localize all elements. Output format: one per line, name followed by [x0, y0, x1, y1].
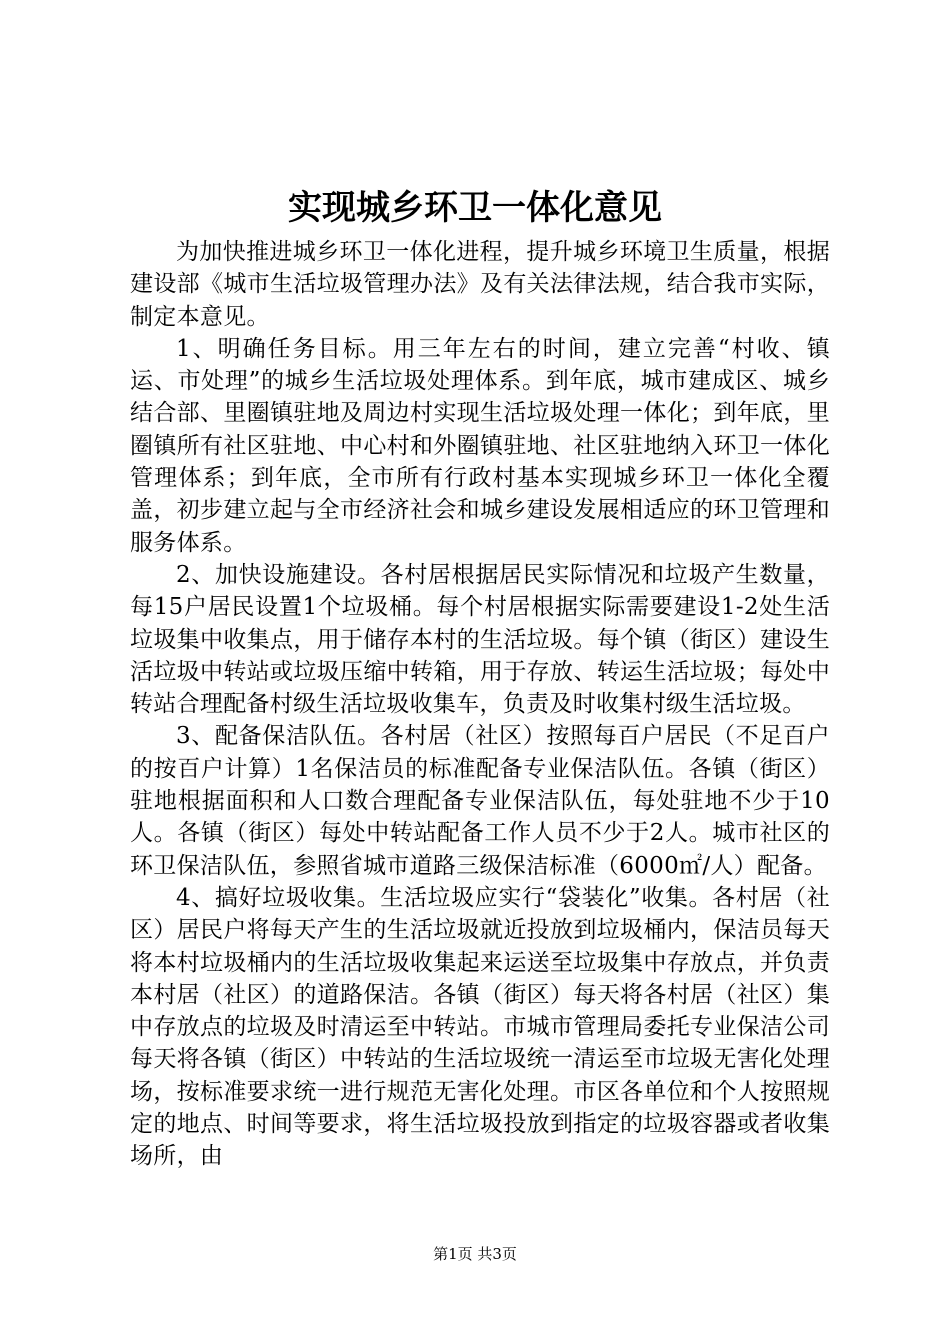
page-footer: 第1页 共3页 [433, 1245, 517, 1263]
paragraph-task-goals: 1、明确任务目标。用三年左右的时间，建立完善“村收、镇运、市处理”的城乡生活垃圾处理体系。到年底，城市建成区、城乡结合部、里圈镇驻地及周边村实现生活垃圾处理一体化；到年底，里圈镇所有社区驻地、中心村和外圈镇驻地、社区驻地纳入环卫一体化管理体系；到年底，全市所有行政村基本实现城乡环卫一体化全覆盖，初步建立起与全市经济社会和城乡建设发展相适应的环卫管理和服务体系。 [130, 335, 830, 556]
paragraph-garbage-collection: 4、搞好垃圾收集。生活垃圾应实行“袋装化”收集。各村居（社区）居民户将每天产生的生活垃圾就近投放到垃圾桶内，保洁员每天将本村垃圾桶内的生活垃圾收集起来运送至垃圾集中存放点，并负责本村居（社区）的道路保洁。各镇（街区）每天将各村居（社区）集中存放点的垃圾及时清运至中转站。市城市管理局委托专业保洁公司每天将各镇（街区）中转站的生活垃圾统一清运至市垃圾无害化处理场，按标准要求统一进行规范无害化处理。市区各单位和个人按照规定的地点、时间等要求，将生活垃圾投放到指定的垃圾容器或者收集场所，由 [130, 884, 830, 1170]
paragraph-facility-construction: 2、加快设施建设。各村居根据居民实际情况和垃圾产生数量，每15户居民设置1个垃圾桶。每个村居根据实际需要建设1-2处生活垃圾集中收集点，用于储存本村的生活垃圾。每个镇（街区）建设生活垃圾中转站或垃圾压缩中转箱，用于存放、转运生活垃圾；每处中转站合理配备村级生活垃圾收集车，负责及时收集村级生活垃圾。 [130, 561, 830, 718]
paragraph-cleaning-team: 3、配备保洁队伍。各村居（社区）按照每百户居民（不足百户的按百户计算）1名保洁员的标准配备专业保洁队伍。各镇（街区）驻地根据面积和人口数合理配备专业保洁队伍，每处驻地不少于10人。各镇（街区）每处中转站配备工作人员不少于2人。城市社区的环卫保洁队伍，参照省城市道路三级保洁标准（6000㎡/人）配备。 [130, 723, 830, 879]
document-body [130, 236, 830, 1173]
page-title: 实现城乡环卫一体化意见 [288, 188, 662, 228]
paragraph-intro: 为加快推进城乡环卫一体化进程，提升城乡环境卫生质量，根据建设部《城市生活垃圾管理办法》及有关法律法规，结合我市实际，制定本意见。 [130, 239, 830, 330]
